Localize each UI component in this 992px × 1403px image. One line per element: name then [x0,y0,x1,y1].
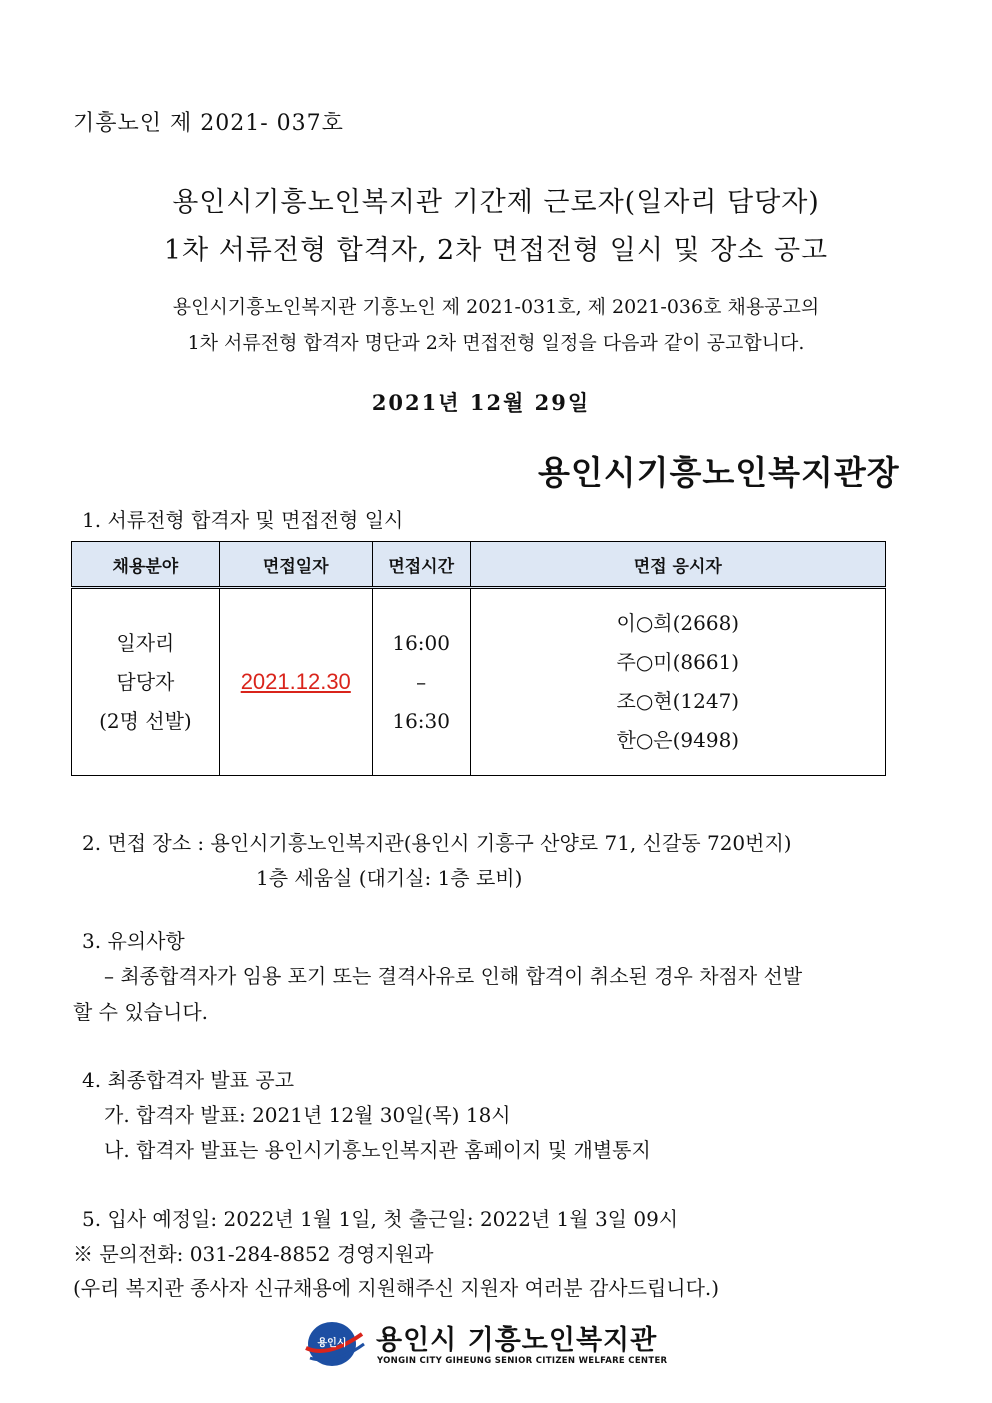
time-end: 16:30 [392,708,450,733]
section-3-title: 3. 유의사항 [82,929,185,953]
interview-time-cell [372,588,470,776]
logo-english-name: YONGIN CITY GIHEUNG SENIOR CITIZEN WELFARE CENTER [377,1356,668,1366]
title-line-2: 1차 서류전형 합격자, 2차 면접전형 일시 및 장소 공고 [163,235,829,266]
announcement-date: 2021년 12월 29일 [371,390,591,415]
interview-date: 2021.12.30 [240,669,351,694]
header-candidates: 면접 응시자 [470,542,885,588]
logo-name: 용인시 기흥노인복지관 [376,1325,658,1356]
table-header-row [72,542,886,588]
field-line: 담당자 [116,669,175,694]
section-4-title: 4. 최종합격자 발표 공고 [82,1068,295,1092]
header-interview-time: 면접시간 [372,542,470,588]
candidate: 한○은(9498) [616,728,740,752]
candidate: 이○희(2668) [616,611,740,635]
time-dash: – [416,669,427,694]
intro-line-2: 1차 서류전형 합격자 명단과 2차 면접전형 일정을 다음과 같이 공고합니다. [187,332,805,354]
header-interview-date: 면접일자 [219,542,372,588]
section-5-start-date: 5. 입사 예정일: 2022년 1월 1일, 첫 출근일: 2022년 1월 3일 09시 [82,1207,679,1231]
interview-date-cell [219,588,372,776]
candidate: 조○현(1247) [616,689,740,713]
welfare-center-logo [300,1314,670,1374]
time-start: 16:00 [392,630,450,655]
candidates-cell [470,588,885,776]
candidate: 주○미(8661) [616,650,740,674]
interview-schedule-table [71,541,886,776]
contact-phone: ※ 문의전화: 031-284-8852 경영지원과 [73,1242,434,1266]
field-line: 일자리 [116,630,175,655]
table-row [72,588,886,776]
signer: 용인시기흥노인복지관장 [538,453,900,492]
field-line: (2명 선발) [99,708,192,733]
section-4-item-a: 가. 합격자 발표: 2021년 12월 30일(목) 18시 [104,1103,511,1127]
header-field: 채용분야 [72,542,220,588]
section-4-item-b: 나. 합격자 발표는 용인시기흥노인복지관 홈페이지 및 개별통지 [104,1138,651,1162]
section-1-title: 1. 서류전형 합격자 및 면접전형 일시 [82,508,404,532]
intro-line-1: 용인시기흥노인복지관 기흥노인 제 2021-031호, 제 2021-036호 채용공고의 [172,296,820,318]
thanks-note: (우리 복지관 종사자 신규채용에 지원해주신 지원자 여러분 감사드립니다.) [73,1276,720,1300]
section-2-room: 1층 세움실 (대기실: 1층 로비) [256,866,523,890]
logo-badge-text: 용인시 [317,1338,347,1349]
document-number: 기흥노인 제 2021- 037호 [73,111,344,136]
field-cell [72,588,220,776]
title-line-1: 용인시기흥노인복지관 기간제 근로자(일자리 담당자) [172,187,820,218]
section-3-line-1: – 최종합격자가 임용 포기 또는 결격사유로 인해 합격이 취소된 경우 차점자 선발 [104,964,803,988]
section-3-line-2: 할 수 있습니다. [73,1000,208,1024]
logo-emblem-icon [300,1314,368,1370]
section-2-location: 2. 면접 장소 : 용인시기흥노인복지관(용인시 기흥구 산양로 71, 신갈동 720번지) [82,831,792,855]
